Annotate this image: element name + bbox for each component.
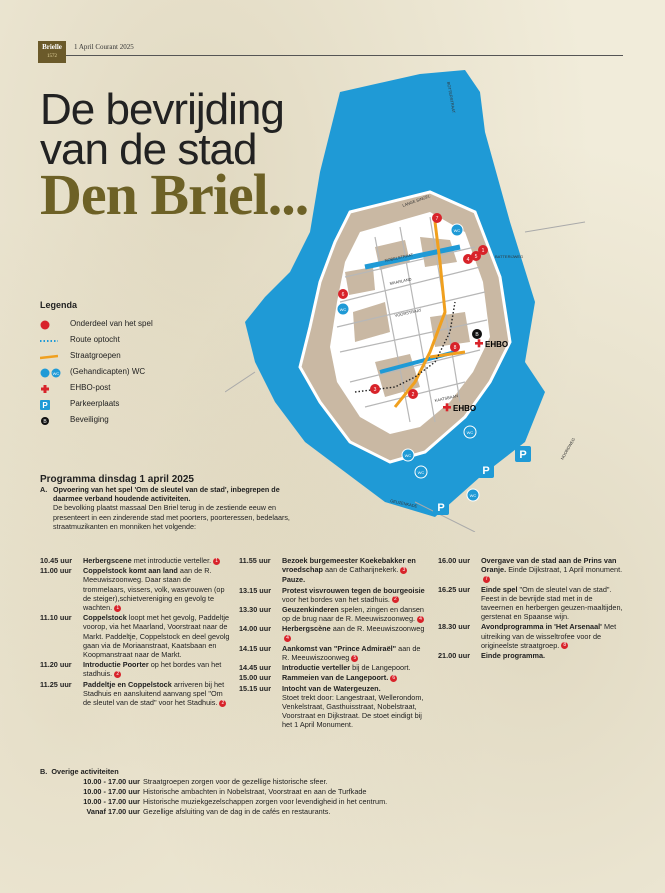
section-b-title: Overige activiteiten xyxy=(51,767,119,776)
event-text: arriveren bij het Stadhuis en aansluitend aanvang spel "Om de sleutel van de stad" voor het Stadhuis. xyxy=(83,679,225,708)
event-text: loopt met het gevolg, Paddeltje voorop, via het Maarland, Voorstraat naar de Markt. Paddeltje, Coppelstock en deel gevolg gaan via de Moriaanstraat, Kaatsbaan en Koopmanstraat naar de Markt. xyxy=(83,613,230,660)
event-time: 11.00 uur xyxy=(40,566,72,576)
event-time: 18.30 uur xyxy=(438,622,471,632)
street-label-voorstraat: VOORSTRAAT xyxy=(394,307,422,318)
program-title: Programma dinsdag 1 april 2025 xyxy=(40,474,194,485)
event-time: 14.15 uur xyxy=(239,643,272,653)
svg-text:8: 8 xyxy=(453,345,457,351)
event-text: voor het bordes van het stadhuis. xyxy=(282,594,390,604)
legend-item xyxy=(40,412,109,428)
svg-text:2: 2 xyxy=(411,392,415,398)
issue-label: 1 April Courant 2025 xyxy=(74,43,134,51)
section-a-title: Opvoering van het spel 'Om de sleutel van de stad', inbegrepen de daarmee verband houdende activiteiten. xyxy=(53,485,280,504)
dotted-route-icon xyxy=(40,336,58,346)
svg-text:WC: WC xyxy=(466,430,474,435)
program-event xyxy=(239,556,429,574)
legend-item xyxy=(40,396,120,412)
program-event xyxy=(239,586,429,604)
page-header xyxy=(38,41,623,59)
activity-text: Straatgroepen zorgen voor de gezellige historische sfeer. xyxy=(143,777,328,786)
street-label-geuzenkade: GEUZENKADE xyxy=(389,498,418,509)
activity-text: Historische ambachten in Nobelstraat, Voorstraat en aan de Turfkade xyxy=(143,787,367,796)
legend-item xyxy=(40,364,146,380)
svg-text:5: 5 xyxy=(474,254,478,260)
event-text: aan de R. Meeuwiszoonweg. Daar staan de trommelaars, vissers, volk, wasvrouwen (op de steiger),schietvereniging en gevolg te wachten. xyxy=(83,566,225,613)
program-event xyxy=(239,673,429,682)
legend-label: EHBO-post xyxy=(70,383,111,392)
svg-text:B: B xyxy=(475,332,479,338)
event-title: Einde programma. xyxy=(481,651,546,661)
event-number-badge: 8 xyxy=(561,642,568,649)
event-time: 16.00 uur xyxy=(438,556,471,565)
event-time: 14.45 uur xyxy=(239,663,272,673)
activity-row xyxy=(40,807,387,817)
event-title: Coppelstock xyxy=(83,613,127,623)
event-title: Coppelstock komt aan land xyxy=(83,566,178,576)
program-event xyxy=(40,556,230,565)
event-title: Paddeltje en Coppelstock xyxy=(83,679,172,689)
map-legend xyxy=(40,300,153,428)
event-text: Einde Dijkstraat, 1 April monument. xyxy=(508,565,623,575)
event-time: 11.10 uur xyxy=(40,613,72,623)
street-label-maarland: MAARLAND xyxy=(389,276,412,286)
activity-time: Vanaf 17.00 uur xyxy=(86,807,140,816)
svg-text:6: 6 xyxy=(341,292,345,298)
program-event xyxy=(239,644,429,662)
svg-text:1: 1 xyxy=(481,248,485,254)
event-time: 13.15 uur xyxy=(239,585,272,595)
legend-label: (Gehandicapten) WC xyxy=(70,367,146,376)
activity-time: 10.00 - 17.00 uur xyxy=(83,777,140,786)
event-text: Stoet trekt door: Langestraat, Wellerondom, Venkelstraat, Gasthuisstraat, Nobelstraat, Voorstraat en Dijkstraat. De stoet eindigt bij het 1 April Monument. xyxy=(282,692,424,730)
section-b-label: B. xyxy=(40,767,48,776)
svg-text:WC: WC xyxy=(453,228,461,233)
legend-label: Route optocht xyxy=(70,335,120,344)
legend-item xyxy=(40,332,120,348)
event-text: "Om de sleutel van de stad". Feest in de bevrijde stad met in de taveernen en herbergen geuzen-maaltijden, gerstenat en Spaanse wijn. xyxy=(481,584,623,622)
legend-title: Legenda xyxy=(40,300,78,310)
program-event xyxy=(40,660,230,678)
orange-dash-icon xyxy=(40,352,58,362)
event-number-badge: 5 xyxy=(351,655,358,662)
event-number-badge: 1 xyxy=(114,605,121,612)
event-title: Aankomst van "Prince Admiraël" xyxy=(282,643,397,653)
event-time: 15.15 uur xyxy=(239,683,272,693)
event-text: aan de R. Meeuwiszoonweg xyxy=(282,643,421,663)
legend-item xyxy=(40,348,121,364)
event-time: 16.25 uur xyxy=(438,584,471,594)
event-title: Herbergscene xyxy=(83,556,132,565)
svg-text:P: P xyxy=(42,401,48,410)
activity-text: Historische muziekgezelschappen zorgen voor levendigheid in het centrum. xyxy=(143,797,388,806)
ehbo-label-2: EHBO xyxy=(453,404,477,413)
legend-label: Straatgroepen xyxy=(70,351,121,360)
event-title: Herbergscène xyxy=(282,624,331,634)
event-title: Intocht van de Watergeuzen. xyxy=(282,683,381,693)
legend-item xyxy=(40,316,153,332)
event-time: 21.00 uur xyxy=(438,651,471,661)
svg-text:WC: WC xyxy=(339,307,347,312)
street-label-kaatsbaan: KAATSBAAN xyxy=(434,393,459,403)
event-title: Rammeien van de Langepoort. xyxy=(282,673,389,683)
event-time: 10.45 uur xyxy=(40,556,73,565)
city-map xyxy=(225,62,635,532)
program-column-3 xyxy=(438,556,626,661)
program-event xyxy=(40,680,230,708)
program-column-2 xyxy=(239,556,429,731)
activity-time: 10.00 - 17.00 uur xyxy=(83,787,140,796)
brielle-tag xyxy=(38,41,66,63)
street-label-noordweg: NOORDWEG xyxy=(559,436,577,461)
event-text: spelen, zingen en dansen op de brug naar de R. Meeuwiszoonweg. xyxy=(282,605,424,624)
event-time: 11.55 uur xyxy=(239,556,271,565)
legend-label: Beveiliging xyxy=(70,415,109,424)
event-number-badge: 6 xyxy=(390,675,397,682)
wc-icon xyxy=(40,368,62,378)
section-b-heading xyxy=(40,767,387,777)
svg-text:WC: WC xyxy=(52,371,60,376)
program-column-1 xyxy=(40,556,230,708)
event-time: 13.30 uur xyxy=(239,605,272,615)
section-a xyxy=(40,485,290,531)
event-time: 15.00 uur xyxy=(239,673,272,683)
street-label-nobelstraat: NOBELSTRAAT xyxy=(384,252,414,263)
legend-item xyxy=(40,380,111,396)
svg-text:WC: WC xyxy=(404,453,412,458)
red-dot-icon xyxy=(40,320,58,330)
event-number-badge: 2 xyxy=(219,700,226,707)
event-text: aan de Catharijnekerk. xyxy=(325,565,399,575)
street-label-lange-singel: LANGE SINGEL xyxy=(401,193,431,208)
program-event xyxy=(438,556,626,584)
svg-text:P: P xyxy=(482,465,490,477)
event-text: Met uitreiking van de wisseltrofee voor de origineelste straatgroep. xyxy=(481,622,617,650)
title-line-2: van de stad xyxy=(40,125,257,174)
event-number-badge: 1 xyxy=(213,558,220,565)
event-time: 11.20 uur xyxy=(40,660,72,670)
event-title: Bezoek burgemeester Koekebakker en vroedschap xyxy=(282,556,416,575)
event-title: Avondprogramma in 'Het Arsenaal' xyxy=(481,622,602,632)
svg-text:P: P xyxy=(437,502,445,514)
activity-row xyxy=(40,787,387,797)
ehbo-label-1: EHBO xyxy=(485,340,509,349)
program-event xyxy=(239,575,429,584)
event-title: Introductie verteller xyxy=(282,663,351,673)
event-number-badge: 4 xyxy=(284,635,291,642)
tag-name: Brielle xyxy=(42,43,62,51)
event-number-badge: 3 xyxy=(400,567,407,574)
legend-label: Onderdeel van het spel xyxy=(70,319,153,328)
title-line-3: Den Briel... xyxy=(40,162,309,227)
section-a-label: A. xyxy=(40,485,48,494)
event-title: Overgave van de stad aan de Prins van Oranje. xyxy=(481,556,617,575)
event-title: Einde spel xyxy=(481,584,518,594)
event-title: Protest visvrouwen tegen de bourgeoisie xyxy=(282,585,425,595)
red-cross-icon xyxy=(40,384,58,394)
program-event xyxy=(438,651,626,660)
event-title: Introductie Poorter xyxy=(83,660,149,670)
svg-text:P: P xyxy=(519,449,527,461)
activity-row xyxy=(40,777,387,787)
event-number-badge: 7 xyxy=(483,576,490,583)
event-title: Geuzenkinderen xyxy=(282,605,339,615)
program-event xyxy=(40,566,230,612)
section-a-heading xyxy=(40,485,290,503)
activity-text: Gezellige afsluiting van de dag in de cafés en restaurants. xyxy=(143,807,331,816)
event-text: aan de R. Meeuwiszoonweg xyxy=(332,624,425,634)
event-text: bij de Langepoort. xyxy=(352,663,411,673)
event-text: op het bordes van het stadhuis. xyxy=(83,660,222,679)
event-text: met introductie verteller. xyxy=(133,556,212,565)
section-a-text: De bevolking plaatst massaal Den Briel terug in de zestiende eeuw en presenteert in een zinderende stad met poorters, poorteressen, bedelaars, straatmuzikanten en monniken het volgende: xyxy=(53,503,290,531)
activity-time: 10.00 - 17.00 uur xyxy=(83,797,140,806)
svg-text:WC: WC xyxy=(417,470,425,475)
street-label-botterstraat: BOTTERSTRAAT xyxy=(446,81,457,114)
svg-text:4: 4 xyxy=(466,257,470,263)
svg-text:7: 7 xyxy=(435,216,439,222)
event-number-badge: 2 xyxy=(114,671,121,678)
program-event xyxy=(239,624,429,642)
event-number-badge: 2 xyxy=(392,596,399,603)
program-event xyxy=(239,684,429,730)
program-event xyxy=(438,585,626,622)
program-event xyxy=(239,663,429,672)
legend-label: Parkeerplaats xyxy=(70,399,120,408)
svg-text:3: 3 xyxy=(373,387,377,393)
event-time: 14.00 uur xyxy=(239,624,272,634)
section-b xyxy=(40,767,387,817)
event-time: 11.25 uur xyxy=(40,679,72,689)
program-event xyxy=(438,622,626,650)
activity-row xyxy=(40,797,387,807)
event-number-badge: 4 xyxy=(417,616,424,623)
street-label-batterijweg: BATTERIJWEG xyxy=(495,254,524,259)
title-line-1: De bevrijding xyxy=(40,85,284,134)
event-title: Pauze. xyxy=(282,575,306,585)
program-event xyxy=(40,613,230,659)
tag-year: 1572 xyxy=(47,54,57,59)
svg-text:B: B xyxy=(43,419,47,425)
svg-text:WC: WC xyxy=(469,493,477,498)
security-icon xyxy=(40,416,58,426)
parking-icon xyxy=(40,400,58,410)
program-event xyxy=(239,605,429,623)
